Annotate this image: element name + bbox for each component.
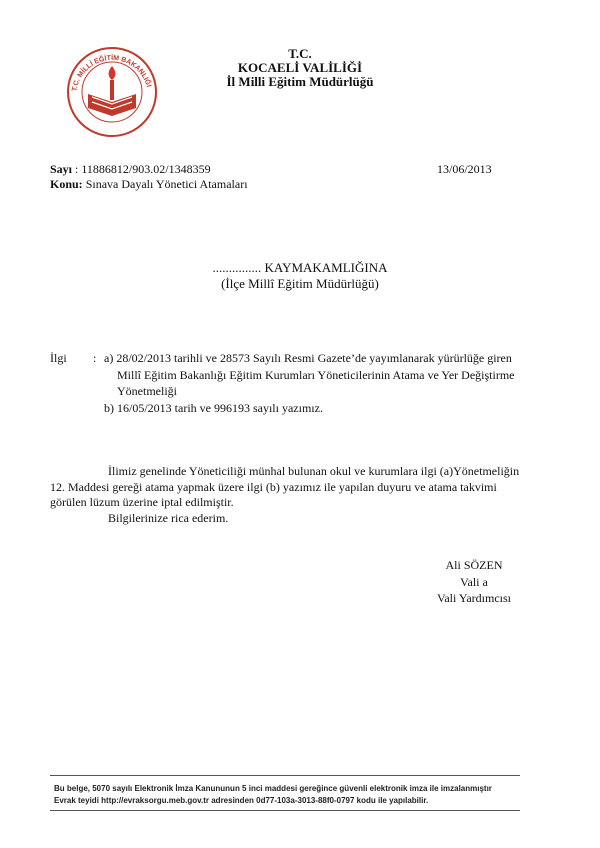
konu-row [50, 177, 248, 192]
logo-ring-text: T.C. MİLLİ EĞİTİM BAKANLIĞI [71, 54, 152, 92]
signature-role1: Vali a [460, 575, 488, 589]
ilgi-b-line: b) 16/05/2013 tarih ve 996193 sayılı yazımız. [104, 401, 323, 415]
konu-value: Sınava Dayalı Yönetici Atamaları [85, 177, 248, 191]
ilgi-label: İlgi [50, 351, 67, 365]
footer-divider-bottom [50, 810, 520, 811]
body-p1-line2: 12. Maddesi gereği atama yapmak üzere ilgi (b) yazımız ile yapılan duyuru ve atama takvimi [50, 480, 497, 494]
recipient-line2: (İlçe Millî Eğitim Müdürlüğü) [221, 276, 379, 291]
document-date: 13/06/2013 [437, 162, 492, 176]
body-p2: Bilgilerinize rica ederim. [108, 511, 229, 525]
konu-label: Konu: [50, 177, 83, 191]
body-p1-line1: İlimiz genelinde Yöneticiliği münhal bulunan okul ve kurumlara ilgi (a)Yönetmeliğin [108, 464, 520, 478]
sayi-row [50, 162, 211, 177]
meb-logo [64, 44, 160, 140]
footer-divider-top [50, 775, 520, 776]
recipient-line1: ............... KAYMAKAMLIĞINA [212, 260, 388, 275]
footer-line1: Bu belge, 5070 sayılı Elektronik İmza Kanununun 5 inci maddesi gereğince güvenli elektronik imza ile imzalanmıştır [54, 784, 492, 793]
header-tc: T.C. [288, 46, 312, 61]
ilgi-a-line3: Yönetmeliği [117, 384, 177, 398]
ilgi-sep: : [93, 351, 97, 365]
header-directorate: İl Milli Eğitim Müdürlüğü [226, 74, 374, 89]
header-governorship: KOCAELİ VALİLİĞİ [237, 60, 363, 75]
signature-role2: Vali Yardımcısı [436, 591, 511, 605]
footer-line2: Evrak teyidi http://evraksorgu.meb.gov.tr adresinden 0d77-103a-3013-88f0-0797 kodu ile yapılabilir. [54, 796, 429, 805]
ilgi-a-line1: a) 28/02/2013 tarihli ve 28573 Sayılı Resmi Gazete’de yayımlanarak yürürlüğe giren [104, 351, 512, 365]
sayi-label: Sayı [50, 162, 73, 176]
ilgi-a-line2: Millî Eğitim Bakanlığı Eğitim Kurumları Yöneticilerinin Atama ve Yer Değiştirme [117, 368, 515, 382]
sayi-value: : 11886812/903.02/1348359 [75, 162, 211, 176]
body-p1-line3: görülen lüzum üzerine iptal edilmiştir. [50, 495, 234, 509]
signature-name: Ali SÖZEN [445, 558, 503, 572]
